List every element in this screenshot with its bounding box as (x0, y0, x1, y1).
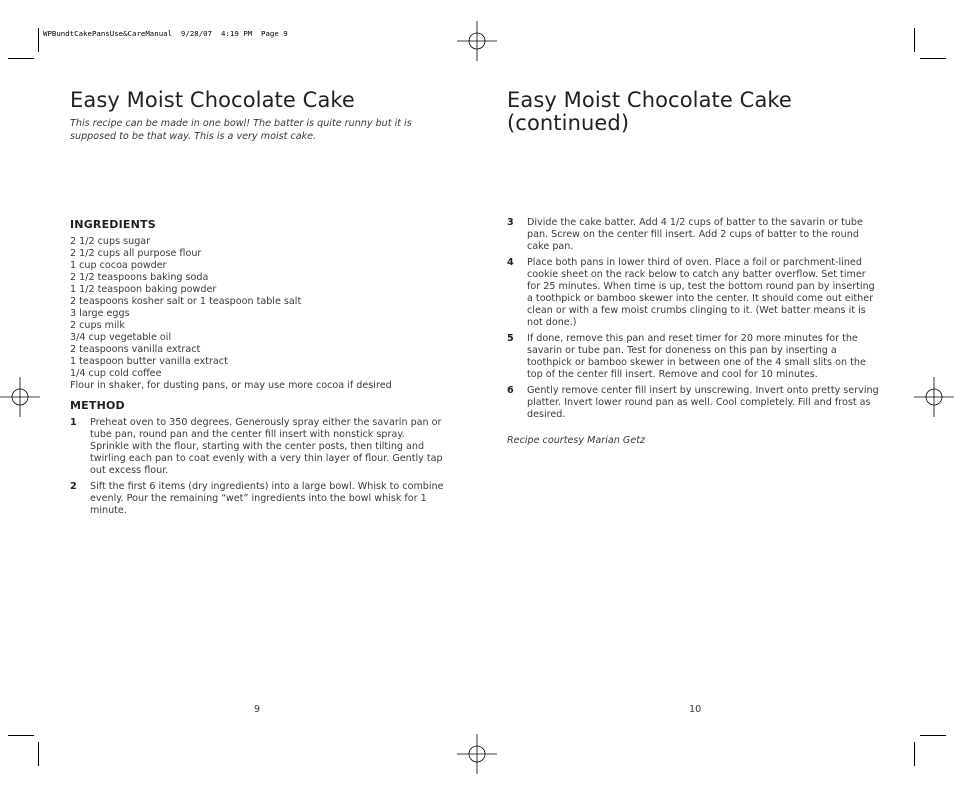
ingredient-item: 3 large eggs (70, 308, 130, 319)
ingredient-item: 2 teaspoons vanilla extract (70, 344, 201, 355)
print-slug-line: WPBundtCakePansUse&CareManual 9/28/07 4:19 PM Page 9 (43, 29, 288, 38)
ingredients-heading: INGREDIENTS (70, 218, 156, 231)
ingredient-item: 1 teaspoon butter vanilla extract (70, 356, 228, 367)
ingredient-item: 3/4 cup vegetable oil (70, 332, 172, 343)
page-number: 9 (254, 704, 261, 715)
step-text: Divide the cake batter. Add 4 1/2 cups of batter to the savarin or tube pan. Screw on the center fill insert. Add 2 cups of batter to the round cake pan. (527, 217, 863, 252)
crop-mark-top-left-v (38, 28, 39, 52)
step-text: Preheat oven to 350 degrees. Generously spray either the savarin pan or tube pan, round pan and the center fill insert with nonstick spray. Sprinkle with the flour, starting with the center posts, then tilting and twirling each pan to coat evenly with a very thin layer of flour. Gently tap out excess flour. (90, 417, 443, 476)
step-text: Sift the first 6 items (dry ingredients) into a large bowl. Whisk to combine evenly. Pour the remaining “wet” ingredients into the bowl whisk for 1 minute. (90, 481, 444, 516)
crop-mark-bottom-right-v (914, 742, 915, 766)
step-number: 2 (70, 481, 77, 492)
step-number: 5 (507, 333, 514, 344)
step-number: 4 (507, 257, 514, 268)
ingredient-item: 1 1/2 teaspoon baking powder (70, 284, 217, 295)
crop-mark-top-right-h (920, 58, 946, 59)
crop-mark-top-right-v (914, 28, 915, 52)
ingredient-item: 2 teaspoons kosher salt or 1 teaspoon table salt (70, 296, 302, 307)
method-step (507, 217, 881, 253)
page-title: Easy Moist Chocolate Cake (continued) (507, 88, 792, 135)
step-number: 6 (507, 385, 514, 396)
registration-mark-top-icon (457, 21, 497, 61)
ingredient-item: Flour in shaker, for dusting pans, or may use more cocoa if desired (70, 380, 392, 391)
step-number: 3 (507, 217, 514, 228)
method-step (70, 417, 446, 477)
crop-mark-bottom-left-h (8, 735, 34, 736)
ingredient-item: 2 1/2 teaspoons baking soda (70, 272, 209, 283)
recipe-credit: Recipe courtesy Marian Getz (507, 435, 646, 446)
recipe-intro: This recipe can be made in one bowl! The batter is quite runny but it is supposed to be that way. This is a very moist cake. (70, 118, 412, 142)
ingredient-item: 1 cup cocoa powder (70, 260, 167, 271)
registration-mark-bottom-icon (457, 734, 497, 774)
crop-mark-bottom-left-v (38, 742, 39, 766)
method-steps-list (70, 417, 446, 521)
crop-mark-bottom-right-h (920, 735, 946, 736)
registration-mark-left-icon (0, 377, 40, 417)
method-step (507, 333, 881, 381)
method-step (70, 481, 446, 517)
ingredients-list (70, 236, 392, 392)
method-steps-list (507, 217, 881, 425)
ingredient-item: 2 cups milk (70, 320, 125, 331)
crop-mark-top-left-h (8, 58, 34, 59)
ingredient-item: 2 1/2 cups sugar (70, 236, 151, 247)
registration-mark-right-icon (914, 377, 954, 417)
ingredient-item: 1/4 cup cold coffee (70, 368, 162, 379)
method-heading: METHOD (70, 399, 125, 412)
method-step (507, 257, 881, 329)
ingredient-item: 2 1/2 cups all purpose flour (70, 248, 202, 259)
page-title: Easy Moist Chocolate Cake (70, 88, 355, 112)
step-text: Place both pans in lower third of oven. Place a foil or parchment-lined cookie sheet on the rack below to catch any batter overflow. Set timer for 25 minutes. When time is up, test the bottom round pan by inserting a toothpick or bamboo skewer into the center. It should come out either clean or with a few moist crumbs clinging to it. (Wet batter means it is not done.) (527, 257, 875, 328)
method-step (507, 385, 881, 421)
page-number: 10 (689, 704, 702, 715)
step-text: If done, remove this pan and reset timer for 20 more minutes for the savarin or tube pan. Test for doneness on this pan by inserting a toothpick or bamboo skewer in between one of the 4 small slits on the top of the center fill insert. Remove and cool for 10 minutes. (527, 333, 866, 380)
step-number: 1 (70, 417, 77, 428)
step-text: Gently remove center fill insert by unscrewing. Invert onto pretty serving platter. Invert lower round pan as well. Cool completely. Fill and frost as desired. (527, 385, 879, 420)
